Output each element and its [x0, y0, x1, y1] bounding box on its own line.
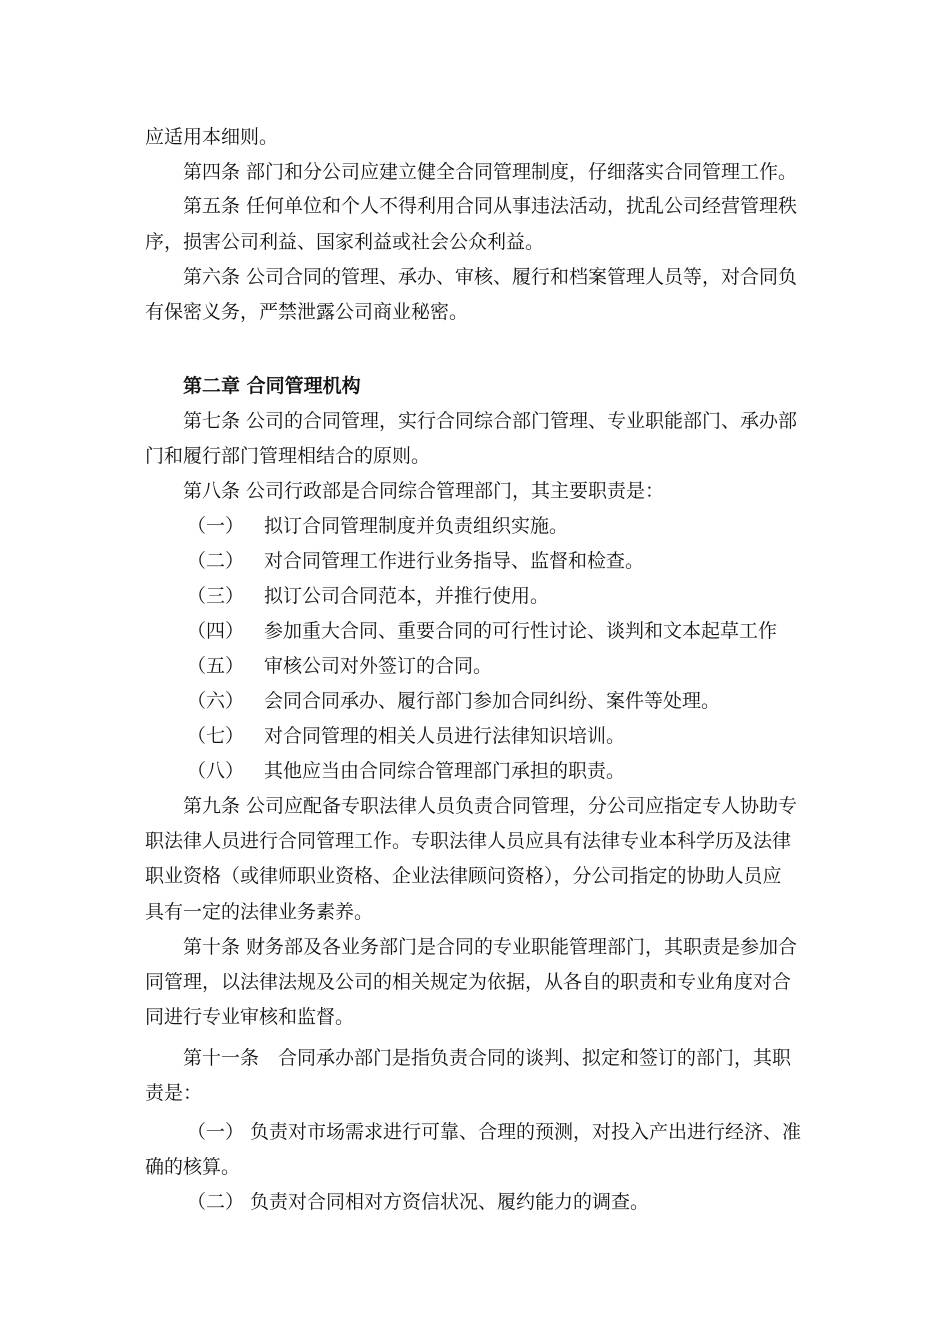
list-item-text: 拟订合同管理制度并负责组织实施。 — [264, 515, 569, 537]
paragraph-line: 序，损害公司利益、国家利益或社会公众利益。 — [145, 231, 545, 253]
article-11: 第十一条 合同承办部门是指负责合同的谈判、拟定和签订的部门，其职 — [183, 1047, 792, 1069]
list-item-label: （一） — [187, 515, 245, 537]
article-7: 第七条 公司的合同管理，实行合同综合部门管理、专业职能部门、承办部 — [183, 410, 798, 432]
paragraph-line: 应适用本细则。 — [145, 126, 279, 148]
list-item-label: （二） — [187, 550, 245, 572]
article-5: 第五条 任何单位和个人不得利用合同从事违法活动，扰乱公司经营管理秩 — [183, 195, 798, 217]
list-item-text: 审核公司对外签订的合同。 — [264, 655, 493, 677]
paragraph-line: 职法律人员进行合同管理工作。专职法律人员应具有法律专业本科学历及法律 — [145, 830, 792, 852]
sub-item-2: （二） 负责对合同相对方资信状况、履约能力的调查。 — [187, 1191, 650, 1213]
list-item-label: （三） — [187, 585, 245, 607]
paragraph-line: 确的核算。 — [145, 1156, 241, 1178]
list-item-text: 参加重大合同、重要合同的可行性讨论、谈判和文本起草工作 — [264, 620, 778, 642]
article-4: 第四条 部门和分公司应建立健全合同管理制度，仔细落实合同管理工作。 — [183, 161, 798, 183]
article-6: 第六条 公司合同的管理、承办、审核、履行和档案管理人员等，对合同负 — [183, 266, 798, 288]
paragraph-line: 同管理，以法律法规及公司的相关规定为依据，从各自的职责和专业角度对合 — [145, 971, 792, 993]
paragraph-line: 门和履行部门管理相结合的原则。 — [145, 445, 431, 467]
paragraph-line: 有保密义务，严禁泄露公司商业秘密。 — [145, 301, 469, 323]
article-8: 第八条 公司行政部是合同综合管理部门，其主要职责是： — [183, 480, 665, 502]
list-item-text: 对合同管理工作进行业务指导、监督和检查。 — [264, 550, 645, 572]
paragraph-line: 同进行专业审核和监督。 — [145, 1006, 355, 1028]
paragraph-line: 责是： — [145, 1082, 203, 1104]
list-item-text: 拟订公司合同范本，并推行使用。 — [264, 585, 550, 607]
list-item-text: 其他应当由合同综合管理部门承担的职责。 — [264, 760, 626, 782]
list-item-label: （四） — [187, 620, 245, 642]
sub-item-1: （一） 负责对市场需求进行可靠、合理的预测，对投入产出进行经济、准 — [187, 1121, 802, 1143]
list-item-label: （六） — [187, 690, 245, 712]
list-item-text: 会同合同承办、履行部门参加合同纠纷、案件等处理。 — [264, 690, 721, 712]
article-9: 第九条 公司应配备专职法律人员负责合同管理，分公司应指定专人协助专 — [183, 795, 798, 817]
list-item-label: （八） — [187, 760, 245, 782]
article-10: 第十条 财务部及各业务部门是合同的专业职能管理部门，其职责是参加合 — [183, 936, 798, 958]
paragraph-line: 具有一定的法律业务素养。 — [145, 901, 374, 923]
list-item-label: （五） — [187, 655, 245, 677]
paragraph-line: 职业资格（或律师职业资格、企业法律顾问资格），分公司指定的协助人员应 — [145, 865, 782, 887]
chapter-heading: 第二章 合同管理机构 — [183, 375, 361, 397]
list-item-label: （七） — [187, 725, 245, 747]
list-item-text: 对合同管理的相关人员进行法律知识培训。 — [264, 725, 626, 747]
